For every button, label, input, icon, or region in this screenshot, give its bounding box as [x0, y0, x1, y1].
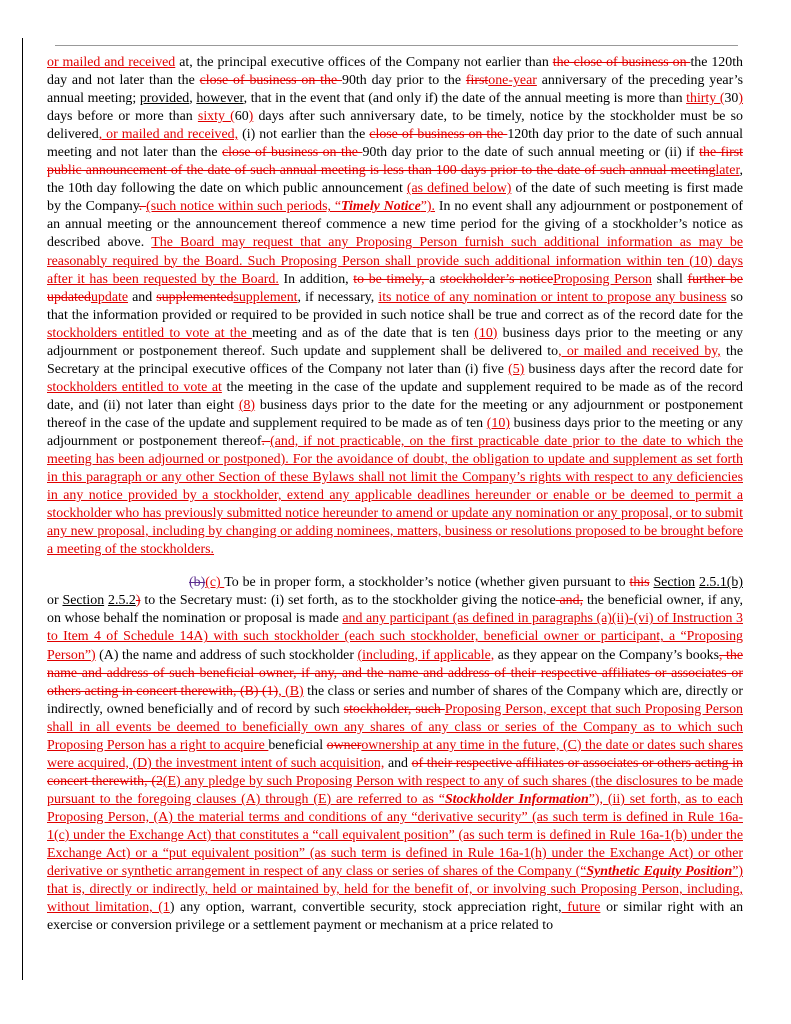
inserted-text: and any participant (as defined in paragraphs (a)(ii)-(vi) of Instruction 3 to Item 4 of Schedule 14A) with such stockholder (each such stockholder, beneficial owner or participant, a “Proposing Person”): [47, 611, 743, 663]
body-text-run: 2.5.2: [108, 593, 136, 609]
inserted-text: ): [248, 109, 254, 125]
body-text-run: the 120th day and not later than the: [47, 55, 743, 89]
body-text-run: the: [720, 343, 744, 359]
body-text-run: shall: [651, 271, 688, 287]
body-text-run: Company not later than (i) five: [328, 361, 509, 377]
deleted-text: to be timely,: [353, 271, 430, 287]
body-text-run: ) any option, warrant, convertible security, stock appreciation right,: [169, 900, 562, 916]
inserted-text: (5): [508, 361, 525, 377]
body-text-run: or similar right with an exercise or conversion privilege or a settlement payment or mechanism at a price related to: [47, 900, 744, 934]
inserted-text: its notice of any nomination or intent to propose any business: [378, 289, 727, 305]
inserted-text: , (B): [278, 683, 304, 699]
body-text-run: anniversary of the preceding year’s annual meeting;: [47, 73, 743, 107]
deleted-text: the close of business on: [552, 55, 691, 70]
inserted-text: The Board may request that any Proposing Person furnish such additional information as may be reasonably required by the Board. Such Proposing Person shall provide such additional information within ten (10) days after it has been requested by the Board.: [47, 235, 743, 287]
deleted-text: (b): [189, 575, 206, 591]
deleted-text: close of business on the: [369, 127, 508, 143]
inserted-text: or mailed and received: [47, 55, 176, 70]
inserted-text: later: [715, 163, 740, 179]
inserted-text: stockholders entitled to vote at: [47, 379, 222, 395]
page-top-rule: [55, 45, 738, 46]
inserted-text: (including, if applicable,: [357, 647, 495, 663]
body-text-run: and: [384, 755, 412, 771]
body-text-run: 90th day prior to the date of such: [362, 145, 558, 161]
body-text-run: 60: [234, 109, 249, 125]
body-text-run: In no event shall any adjournment or postponement of an annual meeting or the announcement thereof commence a new: [47, 199, 744, 233]
inserted-text: ownership at any time in the future, (C) the date or dates such shares were acquired, (D) the investment intent of such acquisition,: [47, 737, 744, 771]
document-body: [47, 54, 743, 935]
deleted-text: stockholder’s notice: [439, 271, 554, 287]
inserted-text: (as defined below): [406, 181, 512, 197]
body-text-run: 120th day prior to the date of such annual meeting and not later than the: [47, 127, 743, 161]
body-text-run: pursuant to: [563, 575, 630, 591]
paragraph-timely-notice: [47, 54, 743, 559]
body-text-run: business days prior to the date for the meeting or any adjournment or postponement thereof in the case of the update and supplement required to be made as of ten: [47, 397, 743, 431]
body-text-run: , the 10th day following the date on which public announcement: [47, 163, 743, 197]
body-text-run: be made as of the record date, and (ii) not later than eight: [47, 379, 743, 413]
deleted-text: further be updated: [47, 271, 743, 305]
body-text-run: To be in proper form, a stockholder’s notice (whether given: [224, 575, 564, 591]
deleted-text: of their respective affiliates or associates or others acting in concert therewith, (2: [47, 755, 743, 789]
inserted-text: (such notice within such periods, “: [146, 199, 342, 215]
inserted-text: (and, if not practicable, on the first practicable date prior to the date to which the meeting has been adjourned or postponed). For the avoidance of doubt, the obligation to update and supplement as set forth in this paragraph or any other Section of these Bylaws shall not limit the Company’s rights with respect to any deficiencies in any notice provided by a stockholder, extend any applicable deadlines hereunder or enable or be deemed to permit a stockholder who has previously submitted notice hereunder to amend or update any nomination or any proposal, or to submit any new proposal, including by changing or adding nominees, matters, business or resolutions proposed to be brought before a meeting of the stockholders.: [47, 433, 743, 558]
body-text-run: so that the information provided or required to be provided in such notice shall be true and correct as of the record date for the: [47, 289, 743, 323]
deleted-text: , the name and address of such beneficial owner, if any, and the name and address of their respective affiliates or associates or others acting in concert therewith, (B) (1): [47, 647, 743, 699]
inserted-text: , or mailed and received,: [98, 127, 239, 143]
inserted-text: (c): [205, 575, 225, 591]
inserted-text: ”) that is, directly or indirectly, held or maintained by, held for the benefit of, or involving such Proposing Person, including, without limitation, (1: [47, 864, 743, 916]
body-text-run: behalf the nomination or proposal is made: [103, 611, 343, 627]
body-text-run: business days after the record date for: [524, 361, 744, 377]
inserted-text: sixty (: [197, 109, 235, 125]
inserted-text: ): [738, 91, 743, 107]
body-text-run: to the Secretary must: (i) set forth, as to the stockholder giving the notice: [140, 593, 556, 609]
deleted-text: this: [629, 575, 650, 591]
inserted-text: (8): [238, 397, 256, 413]
body-text-run: Section: [653, 575, 696, 591]
deleted-text: close of business on the: [199, 73, 343, 89]
deleted-text: ): [135, 593, 141, 609]
deleted-text: .: [138, 199, 147, 215]
deleted-text: and,: [555, 593, 584, 609]
inserted-text: one-year: [488, 73, 537, 89]
body-text-run: annual meeting or (ii) if: [557, 145, 700, 161]
body-text-run: (A) the name and address of such stockholder: [95, 647, 358, 663]
inserted-text: update: [90, 289, 129, 305]
body-text-run: , that in the event that (and only if) the date of the annual meeting is more than: [243, 91, 687, 107]
body-text-run: Section: [62, 593, 105, 609]
inserted-text: (10): [474, 325, 498, 341]
body-text-run: ,: [189, 91, 197, 107]
inserted-text: Timely Notice: [341, 199, 421, 215]
inserted-text: Synthetic Equity Position: [586, 864, 733, 880]
body-text-run: however: [196, 91, 244, 107]
body-text-run: days after such anniversary date, to be timely, notice by the stockholder must be so delivered: [47, 109, 743, 143]
inserted-text: ”).: [420, 199, 436, 215]
inserted-text: Proposing Person: [553, 271, 652, 287]
body-text-run: the beneficial owner, if any, on whose: [47, 593, 743, 627]
paragraph-proper-form: [47, 574, 743, 935]
body-text-run: a: [429, 271, 440, 287]
deleted-text: stockholder, such: [343, 701, 445, 717]
inserted-text: Stockholder Information: [444, 791, 589, 807]
body-text-run: Company: [85, 199, 139, 215]
body-text-run: the meeting in the case of the update and supplement required to: [221, 379, 602, 395]
body-text-run: and: [128, 289, 157, 305]
body-text-run: business days prior to the meeting or any adjournment or postponement thereof. Such update: [47, 325, 744, 359]
body-text-run: 90th day prior to the: [342, 73, 466, 89]
body-text-run: beneficial: [268, 737, 327, 753]
inserted-text: (10): [486, 415, 510, 431]
body-text-run: 30: [724, 91, 739, 107]
body-text-run: (i) not earlier than the: [238, 127, 370, 143]
body-text-run: the class or series and number of shares of the Company which are, directly or indirectly, owned beneficially and of record by such: [47, 683, 743, 717]
inserted-text: ”), (ii) set forth, as to each Proposing Person, (A) the material terms and conditions of any “derivative security” (as such term is defined in Rule 16a-1(c) under the Exchange Act) that constitutes a “call equivalent position” (as such term is defined in Rule 16a-1(b) under the Exchange Act) or a “put equivalent position” (as such term is defined in Rule 16a-1(h) under the Exchange Act) or other derivative or synthetic arrangement in respect of any class or series of shares of the Company (“: [47, 791, 743, 880]
body-text-run: days before or more than: [47, 109, 198, 125]
inserted-text: thirty (: [686, 91, 725, 107]
body-text-run: and supplement shall be delivered to: [345, 343, 559, 359]
body-text-run: 2.5.1(b): [699, 575, 743, 591]
body-text-run: meeting and as of the date that is ten: [252, 325, 475, 341]
body-text-run: provided: [139, 91, 190, 107]
inserted-text: supplement: [233, 289, 298, 305]
inserted-text: (E) any pledge by such Proposing Person with respect to any of such shares (the disclosures to be made pursuant to the foregoing clauses (A) through (E) are referred to as “: [47, 773, 743, 807]
body-text-run: time period for the giving of a stockholder’s notice as described above.: [47, 217, 743, 251]
body-text-run: In addition,: [278, 271, 354, 287]
deleted-text: supplemented: [156, 289, 234, 305]
body-text-run: or: [47, 593, 63, 609]
revision-change-bar: [22, 38, 23, 980]
body-text-run: at, the principal executive offices of the Company not earlier than: [175, 55, 553, 70]
inserted-text: stockholders entitled to vote at the: [47, 325, 253, 341]
inserted-text: , or mailed and received by,: [558, 343, 721, 359]
deleted-text: close of business on the: [221, 145, 363, 161]
deleted-text: first: [465, 73, 489, 89]
deleted-text: owner: [326, 737, 362, 753]
inserted-text: future: [561, 900, 601, 916]
deleted-text: the first public announcement of the date of such annual meeting is less than 100 days prior to the date of such annual meeting: [47, 145, 743, 179]
deleted-text: .: [261, 433, 271, 449]
body-text-run: as they appear on the Company’s books: [494, 647, 719, 663]
body-text-run: business days prior to the meeting or any adjournment or postponement thereof: [47, 415, 744, 449]
body-text-run: , if necessary,: [297, 289, 379, 305]
body-text-run: of the date of such meeting is first made by the: [47, 181, 743, 215]
body-text-run: Secretary at the principal executive offices of the: [47, 361, 329, 377]
inserted-text: Proposing Person, except that such Proposing Person shall in all events be deemed to beneficially own any shares of any class or series of the Company as to which such Proposing Person has a right to acquire: [47, 701, 743, 753]
